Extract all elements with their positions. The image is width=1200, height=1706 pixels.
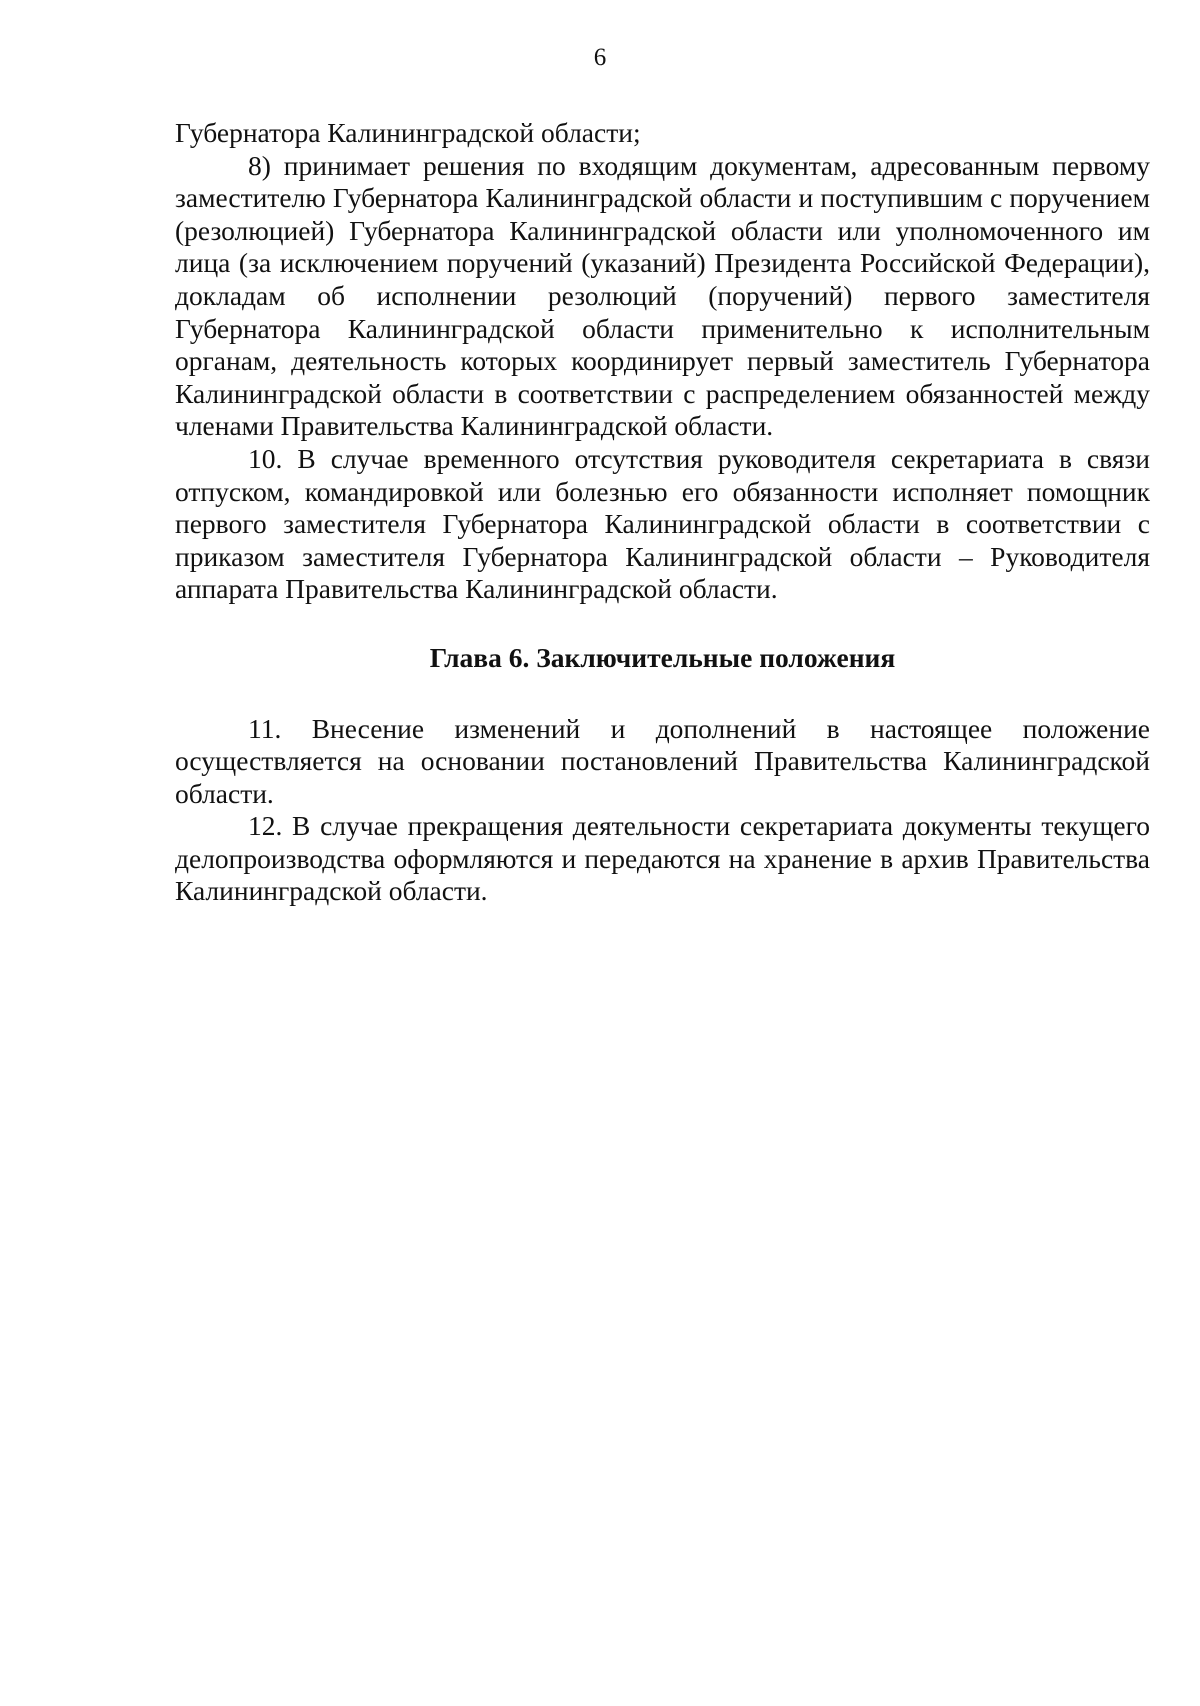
document-body [175,117,1150,908]
page-number: 6 [593,44,607,71]
paragraph-item-10: 10. В случае временного отсутствия руководителя секретариата в связи отпуском, командировкой или болезнью его обязанности исполняет помощник первого заместителя Губернатора Калининградской области в соответствии с приказом заместителя Губернатора Калининградской области – Руководителя аппарата Правительства Калининградской области. [175,442,1150,605]
paragraph-item-11: 11. Внесение изменений и дополнений в настоящее положение осуществляется на основании постановлений Правительства Калининградской области. [175,712,1150,809]
paragraph-item-12: 12. В случае прекращения деятельности секретариата документы текущего делопроизводства оформляются и передаются на хранение в архив Правительства Калининградской области. [175,810,1150,907]
chapter-heading: Глава 6. Заключительные положения [429,641,896,673]
paragraph-item-8: 8) принимает решения по входящим документам, адресованным первому заместителю Губернатора Калининградской области и поступившим с поручением (резолюцией) Губернатора Калининградской области или уполномоченного им лица (за исключением поручений (указаний) Президента Российской Федерации), докладам об исполнении резолюций (поручений) первого заместителя Губернатора Калининградской области применительно к исполнительным органам, деятельность которых координирует первый заместитель Губернатора Калининградской области в соответствии с распределением обязанностей между членами Правительства Калининградской области. [175,149,1150,442]
paragraph-continuation: Губернатора Калининградской области; [175,117,641,148]
